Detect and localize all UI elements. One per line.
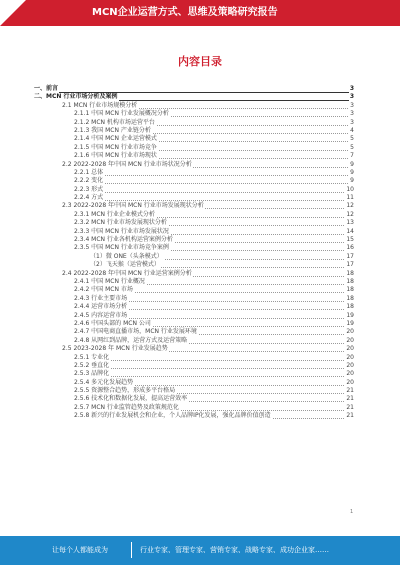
toc-entry-label: 2.2 2022-2028 年中国 MCN 行业市场状况分析 <box>62 160 192 168</box>
toc-entry-label: 2.4.1 中国 MCN 行业概况 <box>74 277 145 285</box>
toc-entry-label: 2.4 2022-2028 年中国 MCN 行业运营案例分析 <box>62 269 192 277</box>
toc-entry-page: 9 <box>350 160 354 168</box>
toc-entry-label: 2.5.6 技术化和数据化发展，提高运营效率 <box>74 395 188 403</box>
footer-slogan-left: 让每个人都能成为 <box>52 546 108 554</box>
toc-entry[interactable] <box>34 211 354 219</box>
table-of-contents <box>34 85 354 421</box>
toc-entry-page: 3 <box>349 93 354 101</box>
toc-entry-label: 2.5.7 MCN 行业监管趋势及政策规范化 <box>74 403 179 411</box>
toc-leader-dots <box>74 200 354 201</box>
toc-entry-page: 3 <box>350 110 354 118</box>
toc-entry-label: 2.2.1 总体 <box>74 168 104 176</box>
toc-leader-dots <box>74 376 354 377</box>
toc-entry-page: 12 <box>346 210 354 218</box>
toc-entry-page: 4 <box>350 126 354 134</box>
toc-entry-label: 2.2.2 变化 <box>74 177 104 185</box>
toc-entry-label: 2.1.3 我国 MCN 产业链分析 <box>74 126 151 134</box>
toc-leader-dots <box>74 360 354 361</box>
toc-entry[interactable] <box>34 186 354 194</box>
toc-leader-dots <box>74 368 354 369</box>
toc-entry[interactable] <box>34 412 354 420</box>
toc-entry[interactable] <box>34 244 354 252</box>
toc-entry-label: 2.1.5 中国 MCN 行业市场竞争 <box>74 143 157 151</box>
toc-entry-page: 17 <box>346 252 354 260</box>
toc-entry-label: 2.3.3 中国 MCN 行业市场发展状况 <box>74 227 169 235</box>
toc-entry-page: 21 <box>346 387 354 395</box>
toc-entry-page: 20 <box>346 345 354 353</box>
header-corner-decoration <box>0 0 26 26</box>
toc-entry-page: 18 <box>346 277 354 285</box>
toc-entry-label: 2.1.6 中国 MCN 行业市场现状 <box>74 152 157 160</box>
page-header <box>0 0 400 26</box>
toc-entry[interactable] <box>34 286 354 294</box>
toc-entry-page: 20 <box>346 370 354 378</box>
toc-entry-label: 2.4.2 中国 MCN 市场 <box>74 286 133 294</box>
toc-entry-label: 2.3.5 中国 MCN 行业市场竞争案例 <box>74 244 169 252</box>
toc-leader-dots <box>74 183 354 184</box>
toc-entry-label: 2.3.1 MCN 行业企业模式分析 <box>74 210 155 218</box>
toc-entry-page: 19 <box>346 319 354 327</box>
toc-entry-page: 21 <box>346 403 354 411</box>
toc-entry-page: 18 <box>346 269 354 277</box>
toc-entry-page: 20 <box>346 353 354 361</box>
toc-entry[interactable] <box>34 370 354 378</box>
toc-entry-label: （2）飞天猴（运营模式） <box>90 261 160 269</box>
toc-entry-label: 二、MCN 行业市场分析及案例 <box>34 93 118 101</box>
toc-entry[interactable] <box>34 312 354 320</box>
toc-entry[interactable] <box>34 228 354 236</box>
toc-entry-label: 2.5.8 新兴的行业发展机会和企业，个人品牌IP化发展，强化品牌价值创造 <box>74 412 271 420</box>
toc-entry-label: 2.1.1 中国 MCN 行业发展概况分析 <box>74 110 169 118</box>
toc-entry-label: 2.3.2 MCN 行业市场发展现状分析 <box>74 219 167 227</box>
toc-entry[interactable] <box>34 379 354 387</box>
toc-entry-label: 2.4.7 中国电商直播市场，MCN 行业发展环境 <box>74 328 197 336</box>
toc-entry-page: 7 <box>350 152 354 160</box>
toc-entry-page: 20 <box>346 378 354 386</box>
toc-entry[interactable] <box>34 328 354 336</box>
toc-entry[interactable] <box>34 135 354 143</box>
toc-entry-page: 20 <box>346 336 354 344</box>
toc-leader-dots <box>74 192 354 193</box>
toc-entry[interactable] <box>34 345 354 353</box>
toc-entry[interactable] <box>34 161 354 169</box>
toc-entry-page: 5 <box>350 143 354 151</box>
toc-entry-page: 11 <box>346 194 354 202</box>
toc-entry-label: 2.5.4 多元化发展趋势 <box>74 378 134 386</box>
toc-entry-page: 16 <box>346 244 354 252</box>
footer-slogan-right: 行业专家、管理专家、营销专家、战略专家、成功企业家…… <box>140 546 329 554</box>
toc-entry-label: 2.2.4 方式 <box>74 194 104 202</box>
report-title: MCN企业运营方式、思维及策略研究报告 <box>92 7 278 18</box>
toc-entry-page: 18 <box>346 294 354 302</box>
toc-entry-page: 19 <box>346 311 354 319</box>
toc-entry-page: 3 <box>349 85 354 92</box>
toc-entry-label: 2.4.6 中国头部的 MCN 公司 <box>74 319 151 327</box>
toc-entry[interactable] <box>34 144 354 152</box>
toc-entry-label: 2.4.8 从网红到品牌，运营方式及运营策略 <box>74 336 188 344</box>
toc-entry[interactable] <box>34 93 354 101</box>
footer-divider <box>131 542 132 558</box>
toc-entry[interactable] <box>34 270 354 278</box>
toc-entry[interactable] <box>34 354 354 362</box>
toc-entry[interactable] <box>34 152 354 160</box>
toc-entry-label: 2.2.3 形式 <box>74 185 104 193</box>
toc-entry-page: 9 <box>350 168 354 176</box>
toc-entry[interactable] <box>34 202 354 210</box>
toc-entry-page: 10 <box>346 185 354 193</box>
toc-entry-label: 2.5.5 资源整合趋势，形成多平台格局 <box>74 387 176 395</box>
toc-entry-page: 15 <box>346 236 354 244</box>
toc-entry[interactable] <box>34 102 354 110</box>
toc-entry[interactable] <box>34 303 354 311</box>
toc-entry-page: 13 <box>346 219 354 227</box>
toc-entry-label: （1）微 ONE（头条模式） <box>90 252 163 260</box>
toc-entry-label: 2.4.3 行业主要市场 <box>74 294 128 302</box>
toc-entry[interactable] <box>34 253 354 261</box>
toc-entry-label: 2.5.3 品牌化 <box>74 370 110 378</box>
toc-entry-page: 9 <box>350 177 354 185</box>
toc-entry-page: 17 <box>346 261 354 269</box>
toc-entry-page: 3 <box>350 101 354 109</box>
toc-heading: 内容目录 <box>178 55 222 68</box>
toc-entry-page: 18 <box>346 303 354 311</box>
toc-entry-label: 2.5 2023-2028 年 MCN 行业发展趋势 <box>62 345 168 353</box>
page-number: 1 <box>350 509 354 515</box>
toc-entry-label: 2.1.4 中国 MCN 企业运营模式 <box>74 135 157 143</box>
toc-entry[interactable] <box>34 110 354 118</box>
toc-entry-page: 5 <box>350 135 354 143</box>
toc-entry-page: 14 <box>346 227 354 235</box>
toc-entry-label: 2.4.5 内容运营市场 <box>74 311 128 319</box>
toc-entry-page: 3 <box>350 118 354 126</box>
toc-entry-label: 2.5.1 专业化 <box>74 353 110 361</box>
toc-entry-label: 2.3.4 MCN 行业各机构运营案例分析 <box>74 236 173 244</box>
toc-entry-page: 21 <box>346 395 354 403</box>
toc-entry[interactable] <box>34 261 354 269</box>
toc-entry[interactable] <box>34 337 354 345</box>
toc-entry[interactable] <box>34 219 354 227</box>
toc-entry[interactable] <box>34 295 354 303</box>
toc-entry-page: 20 <box>346 328 354 336</box>
toc-entry-label: 2.3 2022-2028 年中国 MCN 行业市场发展现状分析 <box>62 202 204 210</box>
toc-entry-label: 2.1 MCN 行业市场规模分析 <box>62 101 138 109</box>
toc-entry-label: 一、前言 <box>34 85 59 92</box>
toc-leader-dots <box>74 175 354 176</box>
toc-entry-label: 2.4.4 运营市场分析 <box>74 303 128 311</box>
toc-entry-label: 2.1.2 MCN 机构市场运营平台 <box>74 118 155 126</box>
toc-entry[interactable] <box>34 119 354 127</box>
toc-entry[interactable] <box>34 177 354 185</box>
toc-entry-page: 18 <box>346 286 354 294</box>
toc-entry-page: 20 <box>346 361 354 369</box>
toc-entry-page: 12 <box>346 202 354 210</box>
page-footer <box>0 536 400 565</box>
toc-entry-label: 2.5.2 垂直化 <box>74 361 110 369</box>
toc-entry[interactable] <box>34 404 354 412</box>
toc-entry[interactable] <box>34 395 354 403</box>
toc-entry-page: 21 <box>346 412 354 420</box>
